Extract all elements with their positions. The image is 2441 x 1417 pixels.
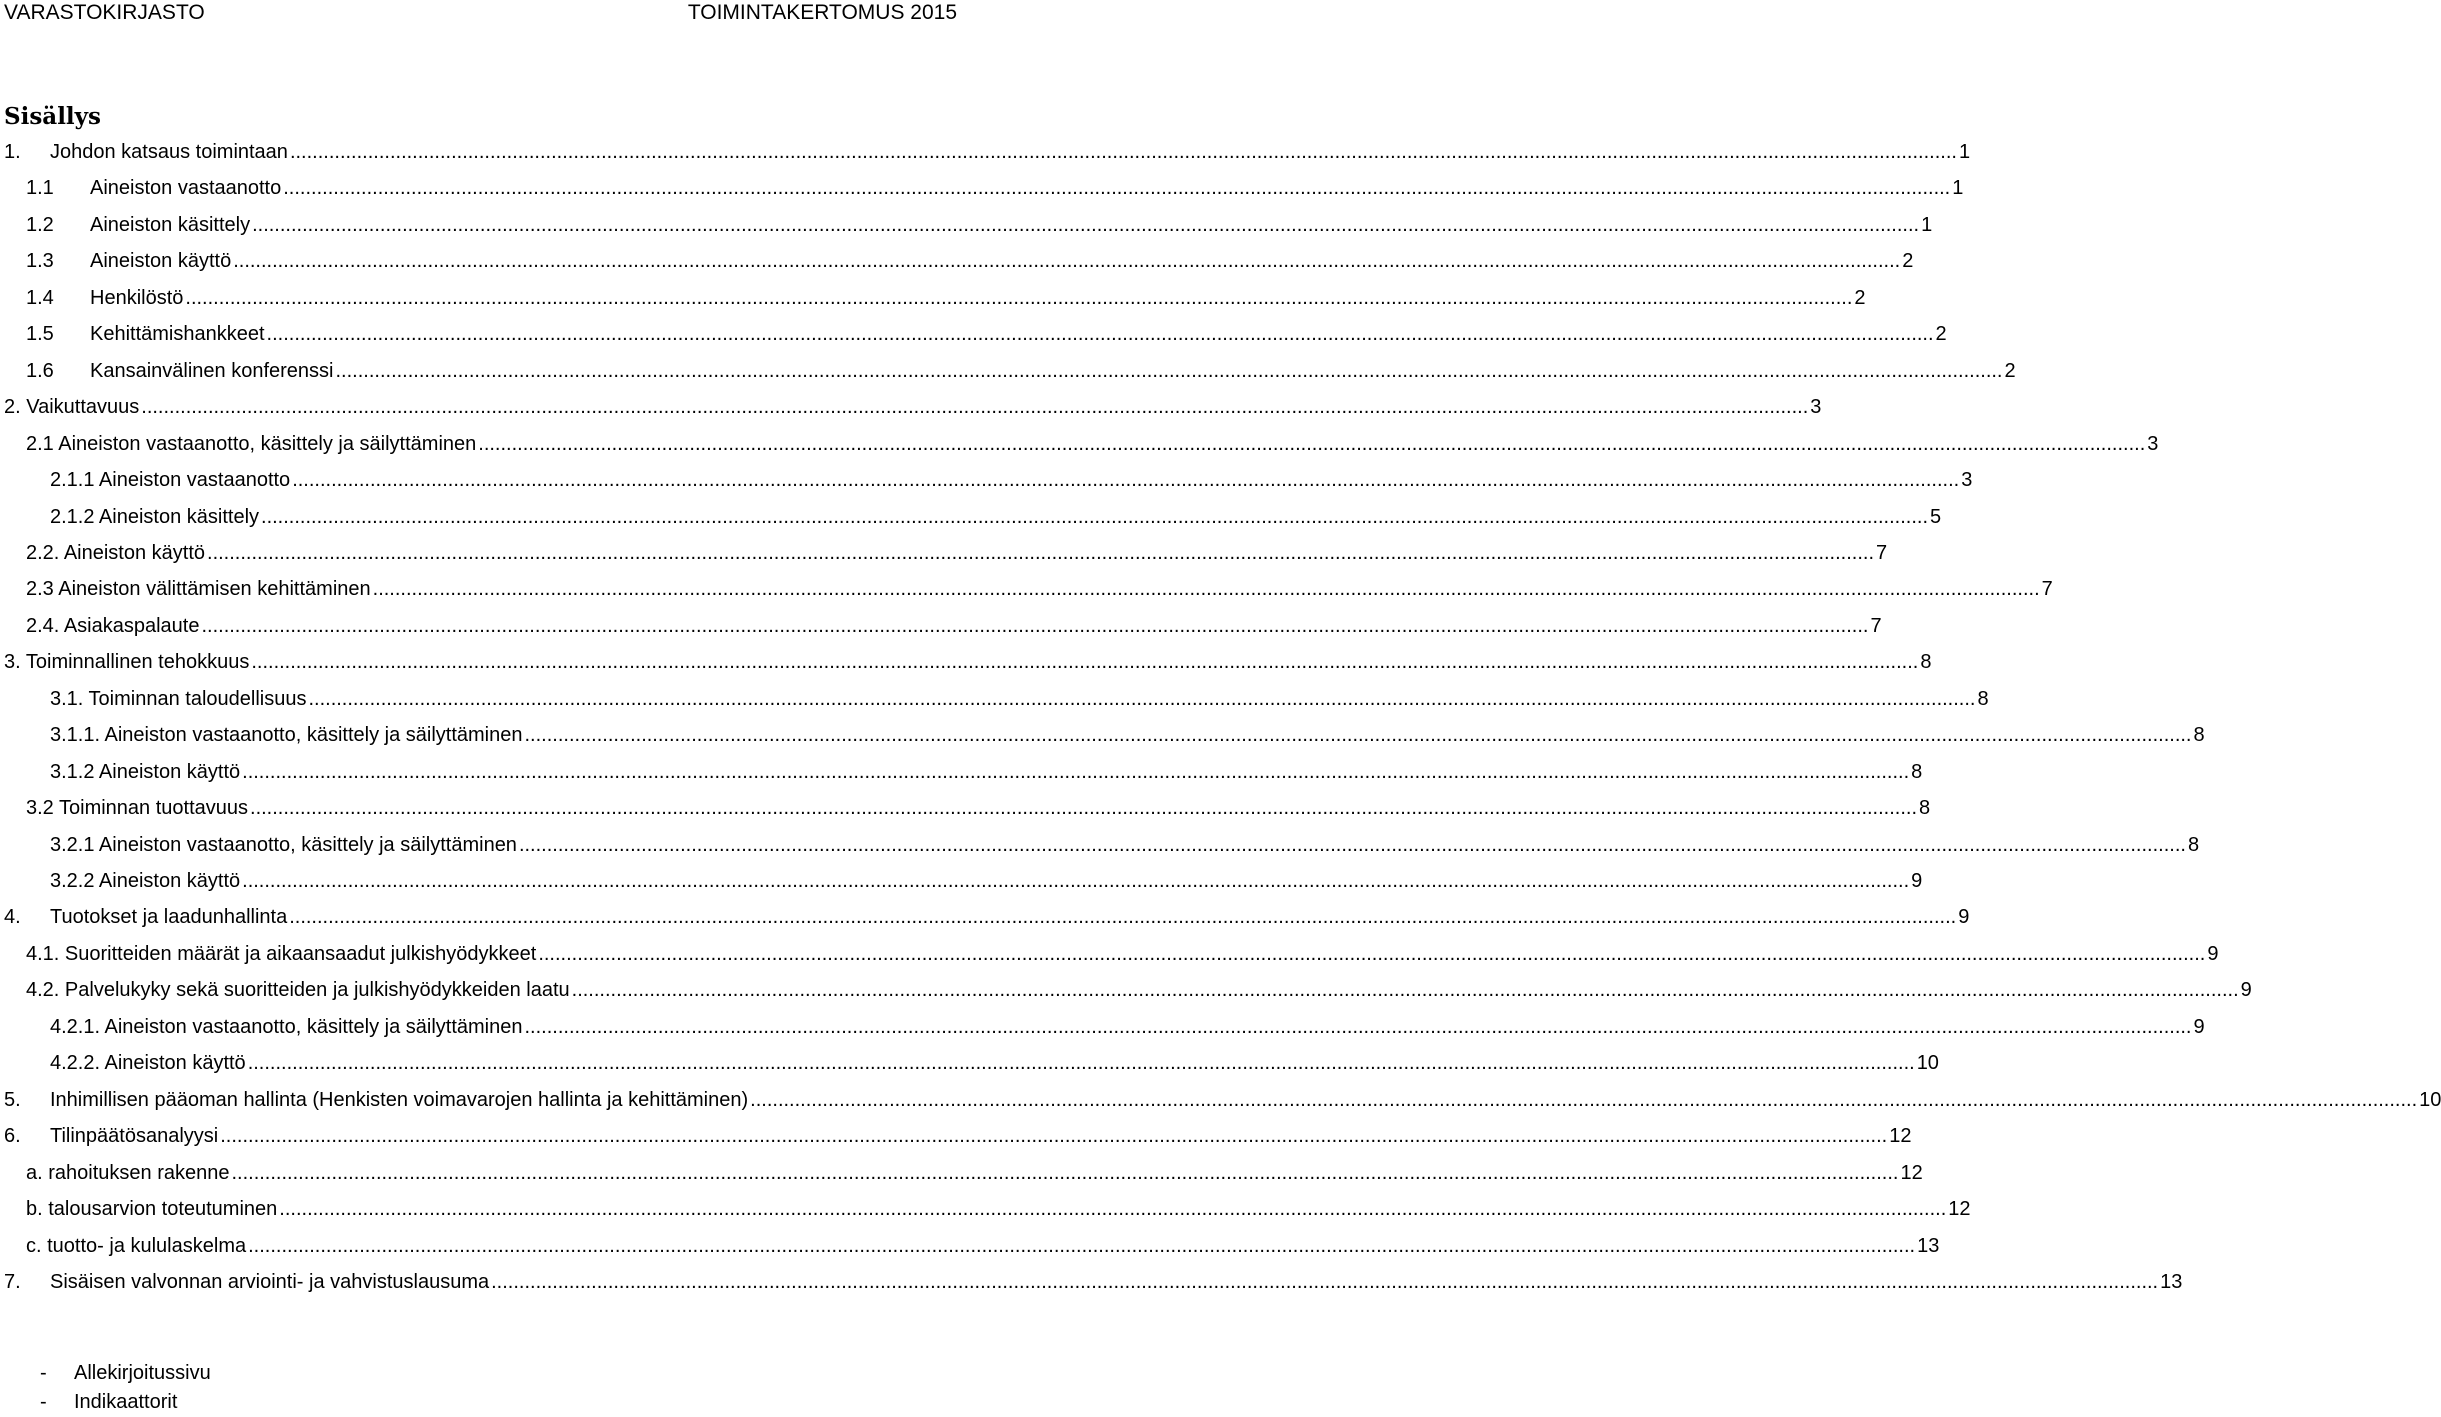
toc-page-number: 8 bbox=[1911, 761, 1923, 783]
toc-entry[interactable] bbox=[0, 644, 1932, 680]
toc-entry-title: Tuotokset ja laadunhallinta bbox=[50, 906, 288, 928]
toc-leader-dots: ............................................................................................................................................................................................................................................................................................................ bbox=[242, 870, 1910, 892]
toc-page-number: 9 bbox=[2240, 979, 2252, 1001]
toc-entry-title: Henkilöstö bbox=[90, 287, 184, 309]
toc-leader-dots: ............................................................................................................................................................................................................................................................................................................ bbox=[491, 1271, 2159, 1293]
toc-entry-title: 3.1. Toiminnan taloudellisuus bbox=[50, 688, 307, 710]
toc-page-number: 2 bbox=[2004, 360, 2016, 382]
toc-entry[interactable] bbox=[0, 1228, 1940, 1264]
toc-entry[interactable] bbox=[0, 899, 1970, 935]
toc-entry[interactable] bbox=[0, 1118, 1912, 1154]
toc-entry[interactable] bbox=[0, 1264, 2183, 1300]
toc-entry-title: 3.1.1. Aineiston vastaanotto, käsittely ja säilyttäminen bbox=[50, 724, 523, 746]
toc-leader-dots: ............................................................................................................................................................................................................................................................................................................ bbox=[247, 1052, 1915, 1074]
toc-entry-title: 3. Toiminnallinen tehokkuus bbox=[4, 651, 250, 673]
toc-page-number: 10 bbox=[1916, 1052, 1939, 1074]
toc-entry-title: Sisäisen valvonnan arviointi- ja vahvistuslausuma bbox=[50, 1271, 490, 1293]
toc-entry-title: 2.2. Aineiston käyttö bbox=[26, 542, 206, 564]
toc-leader-dots: ............................................................................................................................................................................................................................................................................................................ bbox=[518, 834, 2186, 856]
toc-entry-title: Aineiston vastaanotto bbox=[90, 177, 282, 199]
toc-entry-title: 3.2.2 Aineiston käyttö bbox=[50, 870, 241, 892]
toc-entry-number: 4. bbox=[4, 906, 21, 928]
toc-entry[interactable] bbox=[0, 608, 1882, 644]
toc-entry[interactable] bbox=[0, 134, 1971, 170]
toc-leader-dots: ............................................................................................................................................................................................................................................................................................................ bbox=[750, 1089, 2418, 1111]
toc-page-number: 9 bbox=[2207, 943, 2219, 965]
toc-entry-number: 1. bbox=[4, 141, 21, 163]
toc-page-number: 1 bbox=[1952, 177, 1964, 199]
toc-entry-title: Aineiston käsittely bbox=[90, 214, 251, 236]
page-header bbox=[0, 0, 960, 28]
toc-entry-number: 5. bbox=[4, 1089, 21, 1111]
toc-leader-dots: ............................................................................................................................................................................................................................................................................................................ bbox=[207, 542, 1875, 564]
toc-entry-title: 2.1 Aineiston vastaanotto, käsittely ja säilyttäminen bbox=[26, 433, 477, 455]
toc-entry[interactable] bbox=[0, 280, 1866, 316]
toc-entry-title: 2. Vaikuttavuus bbox=[4, 396, 140, 418]
toc-leader-dots: ............................................................................................................................................................................................................................................................................................................ bbox=[141, 396, 1809, 418]
toc-entry[interactable] bbox=[0, 571, 2053, 607]
toc-entry[interactable] bbox=[0, 1045, 1939, 1081]
toc-entry[interactable] bbox=[0, 243, 1914, 279]
toc-leader-dots: ............................................................................................................................................................................................................................................................................................................ bbox=[283, 177, 1951, 199]
toc-entry-number: 1.2 bbox=[26, 214, 54, 236]
toc-entry-number: 7. bbox=[4, 1271, 21, 1293]
toc-entry-title: c. tuotto- ja kululaskelma bbox=[26, 1235, 247, 1257]
toc-entry[interactable] bbox=[0, 1155, 1923, 1191]
toc-entry-number: 1.5 bbox=[26, 323, 54, 345]
toc-leader-dots: ............................................................................................................................................................................................................................................................................................................ bbox=[252, 214, 1920, 236]
toc-entry[interactable] bbox=[0, 316, 1947, 352]
toc-page-number: 9 bbox=[2193, 1016, 2205, 1038]
toc-page-number: 1 bbox=[1958, 141, 1971, 163]
toc-entry-number: 1.1 bbox=[26, 177, 54, 199]
appendix-bullet: - bbox=[40, 1362, 47, 1384]
toc-entry-title: 4.2.2. Aineiston käyttö bbox=[50, 1052, 246, 1074]
header-document-title: TOIMINTAKERTOMUS 2015 bbox=[687, 1, 957, 24]
toc-entry[interactable] bbox=[0, 170, 1964, 206]
toc-page-number: 10 bbox=[2419, 1089, 2441, 1111]
toc-leader-dots: ............................................................................................................................................................................................................................................................................................................ bbox=[478, 433, 2146, 455]
toc-page-number: 1 bbox=[1921, 214, 1933, 236]
toc-page-number: 5 bbox=[1930, 506, 1942, 528]
toc-heading: Sisällys bbox=[4, 103, 101, 130]
toc-entry-title: Kehittämishankkeet bbox=[90, 323, 265, 345]
appendix-item bbox=[40, 1358, 211, 1388]
toc-entry-title: Inhimillisen pääoman hallinta (Henkisten voimavarojen hallinta ja kehittäminen) bbox=[50, 1089, 749, 1111]
toc-entry[interactable] bbox=[0, 535, 1888, 571]
toc-page-number: 2 bbox=[1854, 287, 1866, 309]
toc-entry-title: a. rahoituksen rakenne bbox=[26, 1162, 230, 1184]
toc-leader-dots: ............................................................................................................................................................................................................................................................................................................ bbox=[524, 724, 2192, 746]
toc-page-number: 3 bbox=[1810, 396, 1822, 418]
toc-entry-title: Johdon katsaus toimintaan bbox=[50, 141, 288, 163]
toc-leader-dots: ............................................................................................................................................................................................................................................................................................................ bbox=[220, 1125, 1888, 1147]
toc-entry[interactable] bbox=[0, 681, 1989, 717]
toc-entry-title: Kansainvälinen konferenssi bbox=[90, 360, 334, 382]
toc-page-number: 8 bbox=[2187, 834, 2200, 856]
toc-leader-dots: ............................................................................................................................................................................................................................................................................................................ bbox=[279, 1198, 1947, 1220]
toc-leader-dots: ............................................................................................................................................................................................................................................................................................................ bbox=[372, 578, 2040, 600]
toc-entry-title: 4.2.1. Aineiston vastaanotto, käsittely ja säilyttäminen bbox=[50, 1016, 523, 1038]
appendix-bullet: - bbox=[40, 1391, 47, 1413]
toc-page-number: 13 bbox=[1917, 1235, 1940, 1257]
toc-leader-dots: ............................................................................................................................................................................................................................................................................................................ bbox=[250, 797, 1918, 819]
toc-page-number: 3 bbox=[2147, 433, 2159, 455]
toc-leader-dots: ............................................................................................................................................................................................................................................................................................................ bbox=[231, 1162, 1899, 1184]
toc-entry-number: 1.4 bbox=[26, 287, 54, 309]
toc-leader-dots: ............................................................................................................................................................................................................................................................................................................ bbox=[308, 688, 1976, 710]
header-organization: VARASTOKIRJASTO bbox=[4, 1, 205, 24]
toc-page-number: 7 bbox=[1876, 542, 1888, 564]
toc-page-number: 3 bbox=[1961, 469, 1973, 491]
toc-entry[interactable] bbox=[0, 972, 2252, 1008]
toc-leader-dots: ............................................................................................................................................................................................................................................................................................................ bbox=[251, 651, 1919, 673]
toc-entry[interactable] bbox=[0, 1191, 1971, 1227]
toc-page-number: 12 bbox=[1948, 1198, 1971, 1220]
toc-entry[interactable] bbox=[0, 863, 1923, 899]
toc-entry[interactable] bbox=[0, 1009, 2205, 1045]
toc-page-number: 7 bbox=[2041, 578, 2053, 600]
toc-leader-dots: ............................................................................................................................................................................................................................................................................................................ bbox=[201, 615, 1869, 637]
toc-entry-title: 2.1.2 Aineiston käsittely bbox=[50, 506, 260, 528]
appendix-label: Indikaattorit bbox=[74, 1391, 178, 1413]
toc-entry[interactable] bbox=[0, 499, 1942, 535]
toc-page-number: 8 bbox=[1919, 797, 1931, 819]
toc-leader-dots: ............................................................................................................................................................................................................................................................................................................ bbox=[524, 1016, 2192, 1038]
toc-entry-title: 3.1.2 Aineiston käyttö bbox=[50, 761, 241, 783]
toc-entry[interactable] bbox=[0, 827, 2200, 863]
toc-entry-number: 1.3 bbox=[26, 250, 54, 272]
toc-entry-number: 1.6 bbox=[26, 360, 54, 382]
appendix-item bbox=[40, 1387, 177, 1417]
toc-entry[interactable] bbox=[0, 790, 1931, 826]
toc-entry-title: 4.1. Suoritteiden määrät ja aikaansaadut julkishyödykkeet bbox=[26, 943, 537, 965]
toc-entry-title: Tilinpäätösanalyysi bbox=[50, 1125, 219, 1147]
toc-leader-dots: ............................................................................................................................................................................................................................................................................................................ bbox=[233, 250, 1901, 272]
toc-entry-title: 4.2. Palvelukyky sekä suoritteiden ja julkishyödykkeiden laatu bbox=[26, 979, 570, 1001]
toc-leader-dots: ............................................................................................................................................................................................................................................................................................................ bbox=[248, 1235, 1916, 1257]
toc-leader-dots: ............................................................................................................................................................................................................................................................................................................ bbox=[538, 943, 2206, 965]
toc-page-number: 7 bbox=[1870, 615, 1882, 637]
toc-leader-dots: ............................................................................................................................................................................................................................................................................................................ bbox=[242, 761, 1910, 783]
toc-leader-dots: ............................................................................................................................................................................................................................................................................................................ bbox=[292, 469, 1960, 491]
toc-entry[interactable] bbox=[0, 1082, 2441, 1118]
toc-page-number: 12 bbox=[1900, 1162, 1923, 1184]
toc-entry[interactable] bbox=[0, 936, 2219, 972]
toc-entry-title: Aineiston käyttö bbox=[90, 250, 232, 272]
toc-entry[interactable] bbox=[0, 389, 1822, 425]
appendix-label: Allekirjoitussivu bbox=[74, 1362, 211, 1384]
toc-entry-title: 2.1.1 Aineiston vastaanotto bbox=[50, 469, 291, 491]
toc-entry-title: b. talousarvion toteutuminen bbox=[26, 1198, 278, 1220]
toc-entry[interactable] bbox=[0, 462, 1973, 498]
toc-page-number: 8 bbox=[1920, 651, 1932, 673]
toc-page-number: 8 bbox=[2193, 724, 2205, 746]
toc-leader-dots: ............................................................................................................................................................................................................................................................................................................ bbox=[571, 979, 2239, 1001]
toc-entry-title: 3.2 Toiminnan tuottavuus bbox=[26, 797, 249, 819]
toc-leader-dots: ............................................................................................................................................................................................................................................................................................................ bbox=[266, 323, 1934, 345]
toc-entry[interactable] bbox=[0, 207, 1933, 243]
toc-page-number: 8 bbox=[1977, 688, 1989, 710]
toc-entry-title: 3.2.1 Aineiston vastaanotto, käsittely ja säilyttäminen bbox=[50, 834, 517, 856]
toc-page-number: 9 bbox=[1958, 906, 1970, 928]
toc-entry-title: 2.3 Aineiston välittämisen kehittäminen bbox=[26, 578, 371, 600]
toc-leader-dots: ............................................................................................................................................................................................................................................................................................................ bbox=[261, 506, 1929, 528]
toc-page-number: 2 bbox=[1902, 250, 1914, 272]
toc-entry[interactable] bbox=[0, 353, 2016, 389]
toc-leader-dots: ............................................................................................................................................................................................................................................................................................................ bbox=[289, 906, 1957, 928]
toc-page-number: 12 bbox=[1889, 1125, 1912, 1147]
toc-entry[interactable] bbox=[0, 426, 2159, 462]
toc-entry[interactable] bbox=[0, 754, 1923, 790]
toc-page-number: 2 bbox=[1935, 323, 1947, 345]
toc-leader-dots: ............................................................................................................................................................................................................................................................................................................ bbox=[289, 141, 1957, 163]
toc-page-number: 13 bbox=[2160, 1271, 2183, 1293]
toc-leader-dots: ............................................................................................................................................................................................................................................................................................................ bbox=[335, 360, 2003, 382]
toc-entry-number: 6. bbox=[4, 1125, 21, 1147]
toc-page-number: 9 bbox=[1911, 870, 1923, 892]
toc-entry-title: 2.4. Asiakaspalaute bbox=[26, 615, 200, 637]
toc-leader-dots: ............................................................................................................................................................................................................................................................................................................ bbox=[185, 287, 1853, 309]
toc-entry[interactable] bbox=[0, 717, 2205, 753]
